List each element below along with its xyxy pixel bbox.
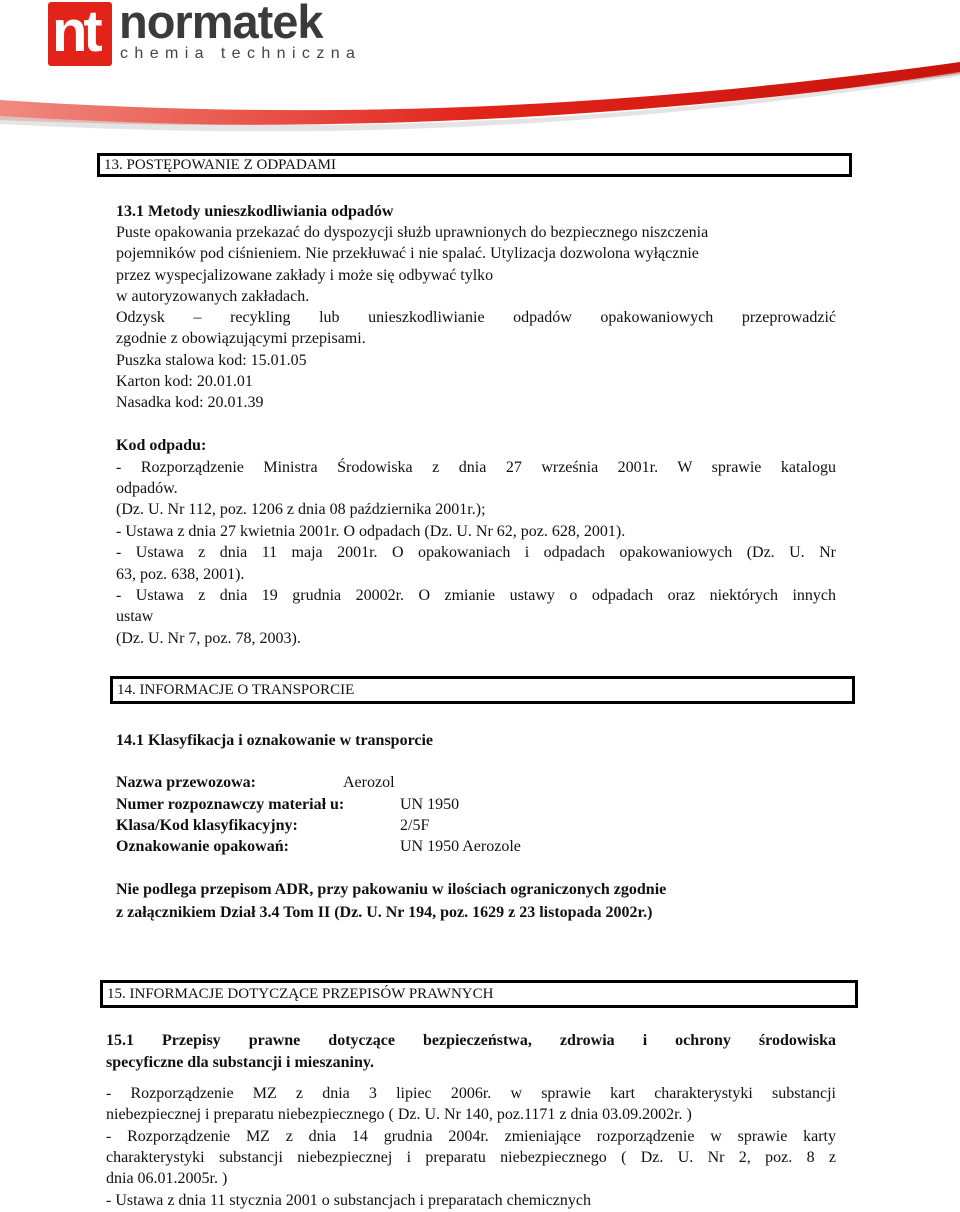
- section-15-heading-text: 15. INFORMACJE DOTYCZĄCE PRZEPISÓW PRAWNYCH: [107, 986, 494, 1002]
- text-line: zgodnie z obowiązującymi przepisami.: [116, 330, 366, 347]
- text-line: 63, poz. 638, 2001).: [116, 566, 245, 583]
- text-line: - Rozporządzenie MZ z dnia 14 grudnia 2004r. zmieniające rozporządzenie w sprawie karty: [106, 1128, 836, 1145]
- section-14-1-title: 14.1 Klasyfikacja i oznakowanie w transporcie: [116, 732, 434, 749]
- transport-label: Nazwa przewozowa:: [116, 774, 256, 791]
- text-line: odpadów.: [116, 480, 178, 497]
- text-line: Odzysk – recykling lub unieszkodliwianie odpadów opakowaniowych przeprowadzić: [116, 309, 836, 326]
- transport-value: UN 1950: [400, 796, 460, 813]
- waste-code-line: Puszka stalowa kod: 15.01.05: [116, 352, 307, 369]
- text-line: - Ustawa z dnia 11 maja 2001r. O opakowaniach i odpadach opakowaniowych (Dz. U. Nr: [116, 544, 836, 561]
- page-header: [0, 0, 960, 135]
- text-line: - Rozporządzenie MZ z dnia 3 lipiec 2006r. w sprawie kart charakterystyki substancji: [106, 1085, 836, 1102]
- text-line: - Ustawa z dnia 19 grudnia 20002r. O zmianie ustawy o odpadach oraz niektórych innych: [116, 587, 836, 604]
- section-14-heading-text: 14. INFORMACJE O TRANSPORCIE: [117, 682, 355, 698]
- text-line: - Ustawa z dnia 27 kwietnia 2001r. O odpadach (Dz. U. Nr 62, poz. 628, 2001).: [116, 523, 626, 540]
- logo-mark: nt: [48, 2, 112, 66]
- text-line: - Ustawa z dnia 11 stycznia 2001 o substancjach i preparatach chemicznych: [106, 1192, 591, 1209]
- section-15-1-title: 15.1 Przepisy prawne dotyczące bezpieczeństwa, zdrowia i ochrony środowiska: [106, 1032, 836, 1049]
- section-13-1-title: 13.1 Metody unieszkodliwiania odpadów: [116, 203, 394, 220]
- transport-label: Oznakowanie opakowań:: [116, 838, 289, 855]
- transport-label: Klasa/Kod klasyfikacyjny:: [116, 817, 298, 834]
- text-line: charakterystyki substancji niebezpiecznej i preparatu niebezpiecznego ( Dz. U. Nr 2, poz. 8 z: [106, 1149, 836, 1166]
- transport-value: UN 1950 Aerozole: [400, 838, 521, 855]
- text-line: pojemników pod ciśnieniem. Nie przekłuwać i nie spalać. Utylizacja dozwolona wyłącznie: [116, 245, 699, 262]
- text-line: w autoryzowanych zakładach.: [116, 288, 310, 305]
- text-line: - Rozporządzenie Ministra Środowiska z dnia 27 września 2001r. W sprawie katalogu: [116, 459, 836, 476]
- text-line: dnia 06.01.2005r. ): [106, 1170, 228, 1187]
- waste-code-line: Nasadka kod: 20.01.39: [116, 394, 264, 411]
- adr-note: z załącznikiem Dział 3.4 Tom II (Dz. U. Nr 194, poz. 1629 z 23 listopada 2002r.): [116, 904, 653, 921]
- transport-value: 2/5F: [400, 817, 430, 834]
- text-line: (Dz. U. Nr 112, poz. 1206 z dnia 08 października 2001r.);: [116, 501, 486, 518]
- section-15-1-title: specyficzne dla substancji i mieszaniny.: [106, 1054, 375, 1071]
- section-14-heading: [110, 676, 855, 704]
- text-line: przez wyspecjalizowane zakłady i może się odbywać tylko: [116, 267, 494, 284]
- section-15-heading: [100, 980, 858, 1008]
- waste-code-label: Kod odpadu:: [116, 437, 207, 454]
- text-line: (Dz. U. Nr 7, poz. 78, 2003).: [116, 630, 301, 647]
- text-line: ustaw: [116, 608, 154, 625]
- waste-code-line: Karton kod: 20.01.01: [116, 373, 253, 390]
- text-line: niebezpiecznej i preparatu niebezpiecznego ( Dz. U. Nr 140, poz.1171 z dnia 03.09.2002r. ): [106, 1106, 692, 1123]
- section-13-heading: [97, 153, 852, 177]
- brand-tagline: chemia techniczna: [120, 45, 362, 62]
- section-13-heading-text: 13. POSTĘPOWANIE Z ODPADAMI: [104, 157, 336, 173]
- brand-name: normatek: [119, 0, 323, 48]
- text-line: Puste opakowania przekazać do dyspozycji służb uprawnionych do bezpiecznego niszczenia: [116, 224, 709, 241]
- transport-label: Numer rozpoznawczy materiał u:: [116, 796, 345, 813]
- transport-value: Aerozol: [343, 774, 395, 791]
- adr-note: Nie podlega przepisom ADR, przy pakowaniu w ilościach ograniczonych zgodnie: [116, 881, 667, 898]
